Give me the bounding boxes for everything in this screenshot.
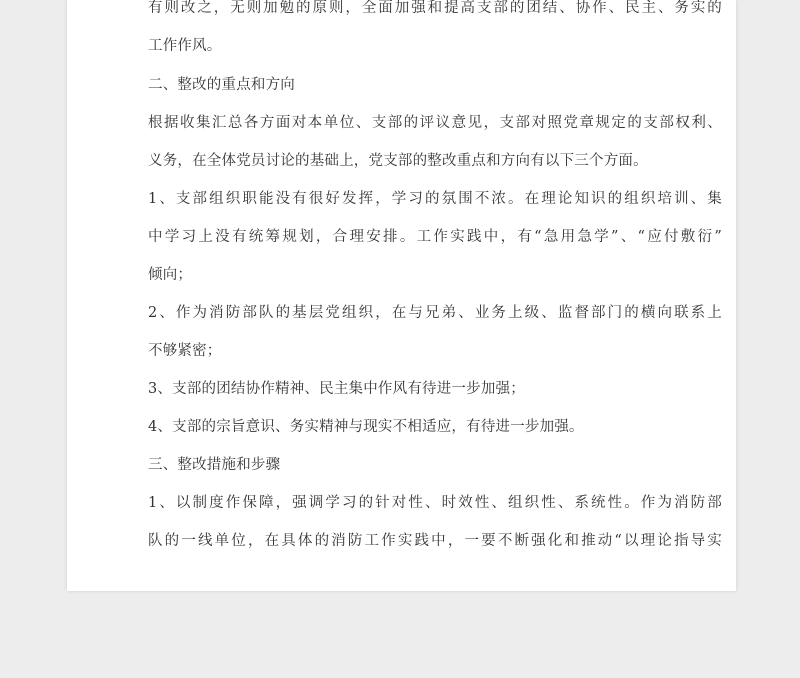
text-line: 倾向； xyxy=(148,267,193,283)
text-line: 义务，在全体党员讨论的基础上，党支部的整改重点和方向有以下三个方面。 xyxy=(148,153,648,169)
text-line: 1、支部组织职能没有很好发挥，学习的氛围不浓。在理论知识的组织培训、集 xyxy=(148,191,722,207)
text-line: 中学习上没有统筹规划，合理安排。工作实践中，有“急用急学”、“应付敷衍” xyxy=(148,229,722,245)
text-line: 队的一线单位，在具体的消防工作实践中，一要不断强化和推动“以理论指导实 xyxy=(148,533,722,549)
text-line: 根据收集汇总各方面对本单位、支部的评议意见，支部对照党章规定的支部权利、 xyxy=(148,115,722,131)
section-heading: 二、整改的重点和方向 xyxy=(148,77,295,93)
text-line: 不够紧密； xyxy=(148,343,222,359)
text-line: 3、支部的团结协作精神、民主集中作风有待进一步加强； xyxy=(148,381,525,397)
text-line: 1、以制度作保障，强调学习的针对性、时效性、组织性、系统性。作为消防部 xyxy=(148,495,722,511)
text-line: 有则改之，无则加勉的原则，全面加强和提高支部的团结、协作、民主、务实的 xyxy=(148,0,722,16)
document-page xyxy=(67,0,736,591)
text-line: 4、支部的宗旨意识、务实精神与现实不相适应，有待进一步加强。 xyxy=(148,419,584,435)
text-line: 2、作为消防部队的基层党组织，在与兄弟、业务上级、监督部门的横向联系上 xyxy=(148,305,722,321)
section-heading: 三、整改措施和步骤 xyxy=(148,457,281,473)
text-line: 工作作风。 xyxy=(148,38,222,54)
